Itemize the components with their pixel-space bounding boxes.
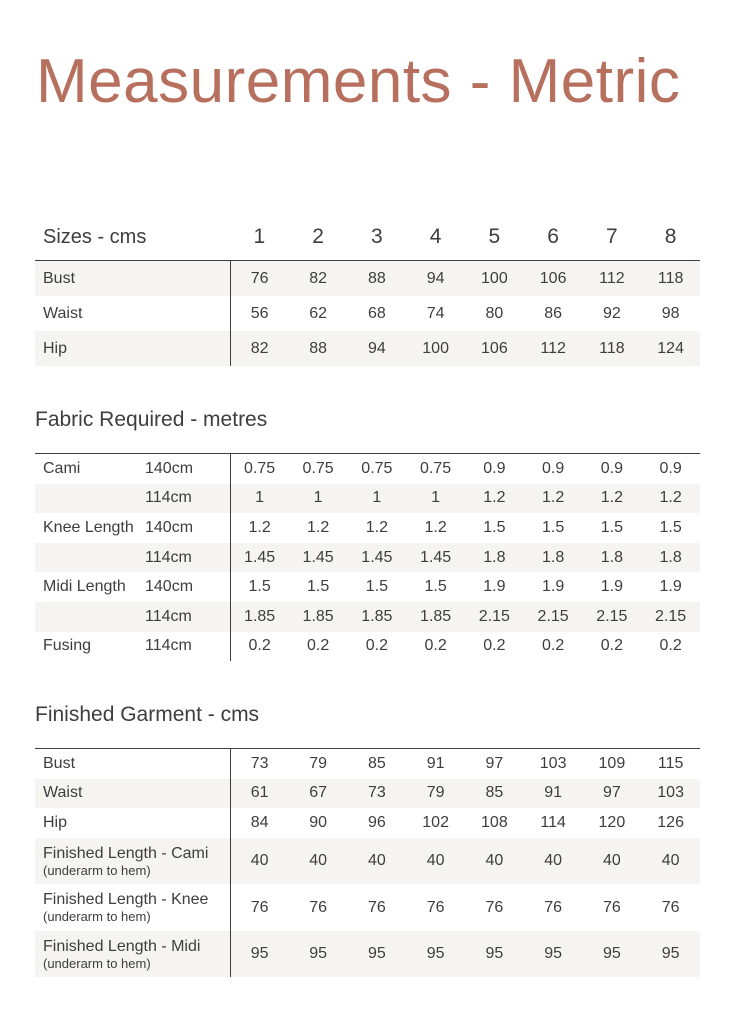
value-cell: 1.2 <box>230 513 289 543</box>
value-cell: 118 <box>583 331 642 366</box>
value-cell: 1.45 <box>289 543 348 573</box>
value-cell: 40 <box>583 838 642 885</box>
value-cell: 2.15 <box>641 602 700 632</box>
value-cell: 1.2 <box>365 518 388 536</box>
value-cell: 80 <box>485 304 504 322</box>
value-cell: 1.85 <box>289 602 348 632</box>
row-label: Cami <box>43 459 81 477</box>
value-cell: 1.5 <box>483 518 506 536</box>
value-cell: 98 <box>661 304 680 322</box>
value-cell: 1.9 <box>659 578 682 596</box>
table-row <box>35 808 700 838</box>
value-cell: 88 <box>289 331 348 366</box>
row-label: Bust <box>35 261 230 297</box>
value-cell: 97 <box>583 779 642 809</box>
value-cell: 61 <box>230 779 289 809</box>
value-cell: 82 <box>230 331 289 366</box>
value-cell: 1.45 <box>230 543 289 573</box>
row-label-text: Waist <box>43 784 83 802</box>
value-cell: 1.85 <box>406 602 465 632</box>
value-cell: 76 <box>230 261 289 297</box>
value-cell: 95 <box>289 931 348 978</box>
value-cell: 1 <box>230 484 289 514</box>
value-cell: 92 <box>602 304 621 322</box>
value-cell: 0.9 <box>483 459 506 477</box>
row-label: Midi Length <box>43 578 126 596</box>
value-cell: 40 <box>524 838 583 885</box>
fabric-width: 140cm <box>145 518 194 536</box>
value-cell: 102 <box>422 813 449 831</box>
value-cell: 100 <box>406 331 465 366</box>
table-row <box>35 513 700 543</box>
value-cell: 96 <box>367 813 386 831</box>
value-cell: 1.9 <box>483 578 506 596</box>
value-cell: 1.9 <box>600 578 623 596</box>
table-row <box>35 572 700 602</box>
value-cell: 0.2 <box>483 637 506 655</box>
row-label <box>35 602 145 632</box>
fabric-table <box>35 453 700 661</box>
value-cell: 86 <box>544 304 563 322</box>
size-header-cell: 1 <box>253 225 266 248</box>
value-cell: 73 <box>348 779 407 809</box>
value-cell: 76 <box>309 898 328 916</box>
value-cell: 0.2 <box>365 637 388 655</box>
value-cell: 67 <box>289 779 348 809</box>
row-label-note: (underarm to hem) <box>43 955 151 971</box>
table-row <box>35 602 700 632</box>
row-label: Hip <box>35 331 230 366</box>
value-cell: 1.9 <box>542 578 565 596</box>
value-cell: 74 <box>426 304 445 322</box>
value-cell: 95 <box>230 931 289 978</box>
value-cell: 95 <box>465 931 524 978</box>
value-cell: 118 <box>641 261 700 297</box>
row-label <box>35 543 145 573</box>
value-cell: 100 <box>465 261 524 297</box>
value-cell: 79 <box>406 779 465 809</box>
value-cell: 2.15 <box>465 602 524 632</box>
value-cell: 1.45 <box>348 543 407 573</box>
value-cell: 84 <box>230 808 289 838</box>
row-label <box>35 838 230 885</box>
table-row <box>35 931 700 978</box>
table-row <box>35 838 700 885</box>
table-row <box>35 484 700 514</box>
value-cell: 103 <box>641 779 700 809</box>
fabric-section-title: Fabric Required - metres <box>35 408 268 431</box>
value-cell: 91 <box>426 754 445 772</box>
fabric-width: 114cm <box>145 543 230 573</box>
value-cell: 0.75 <box>302 459 334 477</box>
fabric-width: 114cm <box>145 484 230 514</box>
value-cell: 79 <box>309 754 328 772</box>
value-cell: 1 <box>289 484 348 514</box>
value-cell: 97 <box>485 754 504 772</box>
value-cell: 76 <box>367 898 386 916</box>
value-cell: 1.5 <box>365 578 388 596</box>
value-cell: 94 <box>406 261 465 297</box>
sizes-section <box>35 214 700 366</box>
value-cell: 1.5 <box>542 518 565 536</box>
value-cell: 0.75 <box>420 459 452 477</box>
value-cell: 0.2 <box>307 637 330 655</box>
row-label-note: (underarm to hem) <box>43 862 151 878</box>
value-cell: 76 <box>602 898 621 916</box>
value-cell: 1 <box>348 484 407 514</box>
row-label-text: Finished Length - Cami <box>43 844 209 862</box>
value-cell: 103 <box>539 754 567 772</box>
value-cell: 85 <box>367 754 386 772</box>
value-cell: 95 <box>583 931 642 978</box>
table-row <box>35 543 700 573</box>
value-cell: 40 <box>348 838 407 885</box>
value-cell: 1.8 <box>465 543 524 573</box>
fabric-width: 140cm <box>145 459 194 477</box>
value-cell: 115 <box>657 754 684 772</box>
row-label-note: (underarm to hem) <box>43 909 151 925</box>
value-cell: 94 <box>348 331 407 366</box>
value-cell: 88 <box>348 261 407 297</box>
value-cell: 40 <box>289 838 348 885</box>
row-label <box>35 808 230 838</box>
value-cell: 126 <box>657 813 684 831</box>
value-cell: 0.9 <box>542 459 565 477</box>
fabric-width: 140cm <box>145 578 194 596</box>
sizes-table <box>35 214 700 366</box>
value-cell: 76 <box>426 898 445 916</box>
value-cell: 91 <box>524 779 583 809</box>
table-row <box>35 749 700 779</box>
value-cell: 82 <box>289 261 348 297</box>
value-cell: 40 <box>406 838 465 885</box>
value-cell: 1.2 <box>524 484 583 514</box>
value-cell: 1.5 <box>659 518 682 536</box>
value-cell: 76 <box>485 898 504 916</box>
row-label <box>35 484 145 514</box>
value-cell: 106 <box>465 331 524 366</box>
value-cell: 56 <box>230 296 289 331</box>
row-label <box>35 779 230 809</box>
value-cell: 1.8 <box>524 543 583 573</box>
size-header-cell: 3 <box>371 225 383 248</box>
value-cell: 108 <box>481 813 508 831</box>
value-cell: 0.75 <box>361 459 393 477</box>
value-cell: 2.15 <box>524 602 583 632</box>
value-cell: 109 <box>598 754 626 772</box>
value-cell: 1.5 <box>230 572 289 602</box>
value-cell: 85 <box>465 779 524 809</box>
value-cell: 112 <box>583 261 642 297</box>
value-cell: 95 <box>524 931 583 978</box>
row-label <box>35 749 230 779</box>
value-cell: 95 <box>641 931 700 978</box>
value-cell: 1.2 <box>424 518 447 536</box>
value-cell: 0.9 <box>659 459 682 477</box>
table-row <box>35 296 700 331</box>
garment-section <box>35 703 700 977</box>
value-cell: 1.2 <box>641 484 700 514</box>
value-cell: 1.85 <box>230 602 289 632</box>
value-cell: 1 <box>406 484 465 514</box>
value-cell: 106 <box>524 261 583 297</box>
value-cell: 0.2 <box>230 632 289 662</box>
table-row <box>35 454 700 484</box>
row-label: Fusing <box>43 637 92 655</box>
garment-section-title: Finished Garment - cms <box>35 703 260 726</box>
fabric-width: 114cm <box>145 637 192 655</box>
value-cell: 1.85 <box>348 602 407 632</box>
value-cell: 76 <box>544 898 563 916</box>
table-row <box>35 779 700 809</box>
value-cell: 40 <box>641 838 700 885</box>
table-row <box>35 632 700 662</box>
row-label-text: Bust <box>43 754 76 772</box>
value-cell: 114 <box>540 813 566 831</box>
value-cell: 76 <box>230 884 289 931</box>
value-cell: 40 <box>230 838 289 885</box>
value-cell: 95 <box>406 931 465 978</box>
table-row <box>35 331 700 366</box>
row-label-text: Finished Length - Knee <box>43 891 209 909</box>
value-cell: 1.2 <box>583 484 642 514</box>
value-cell: 0.2 <box>542 637 565 655</box>
value-cell: 1.5 <box>424 578 447 596</box>
value-cell: 120 <box>598 813 626 831</box>
size-header-cell: 2 <box>312 225 324 248</box>
size-header-cell: 4 <box>429 225 442 248</box>
value-cell: 90 <box>309 813 328 831</box>
value-cell: 1.2 <box>307 518 330 536</box>
value-cell: 62 <box>309 304 328 322</box>
row-label <box>35 931 230 978</box>
row-label <box>35 884 230 931</box>
value-cell: 76 <box>661 898 680 916</box>
size-header-cell: 6 <box>547 225 559 248</box>
value-cell: 1.5 <box>307 578 330 596</box>
value-cell: 0.2 <box>424 637 447 655</box>
value-cell: 68 <box>367 304 386 322</box>
sizes-header-row <box>35 214 700 261</box>
row-label: Waist <box>43 304 83 322</box>
value-cell: 40 <box>465 838 524 885</box>
value-cell: 73 <box>230 749 289 779</box>
row-label: Knee Length <box>43 518 134 536</box>
size-header-cell: 7 <box>606 225 618 248</box>
row-label-text: Hip <box>43 813 68 831</box>
value-cell: 0.9 <box>600 459 623 477</box>
fabric-width: 114cm <box>145 602 230 632</box>
value-cell: 0.2 <box>600 637 623 655</box>
value-cell: 1.8 <box>641 543 700 573</box>
value-cell: 95 <box>348 931 407 978</box>
sizes-header-label: Sizes - cms <box>43 225 147 248</box>
value-cell: 1.45 <box>406 543 465 573</box>
table-row <box>35 884 700 931</box>
fabric-section <box>35 408 700 661</box>
value-cell: 124 <box>641 331 700 366</box>
value-cell: 1.2 <box>465 484 524 514</box>
size-header-cell: 8 <box>664 225 677 248</box>
page-title: Measurements - Metric <box>36 47 681 116</box>
value-cell: 112 <box>524 331 583 366</box>
value-cell: 2.15 <box>583 602 642 632</box>
value-cell: 1.8 <box>583 543 642 573</box>
garment-table <box>35 748 700 977</box>
value-cell: 1.5 <box>600 518 623 536</box>
table-row <box>35 261 700 297</box>
row-label-text: Finished Length - Midi <box>43 937 201 955</box>
value-cell: 0.75 <box>230 454 289 484</box>
value-cell: 0.2 <box>659 637 682 655</box>
size-header-cell: 5 <box>488 225 501 248</box>
